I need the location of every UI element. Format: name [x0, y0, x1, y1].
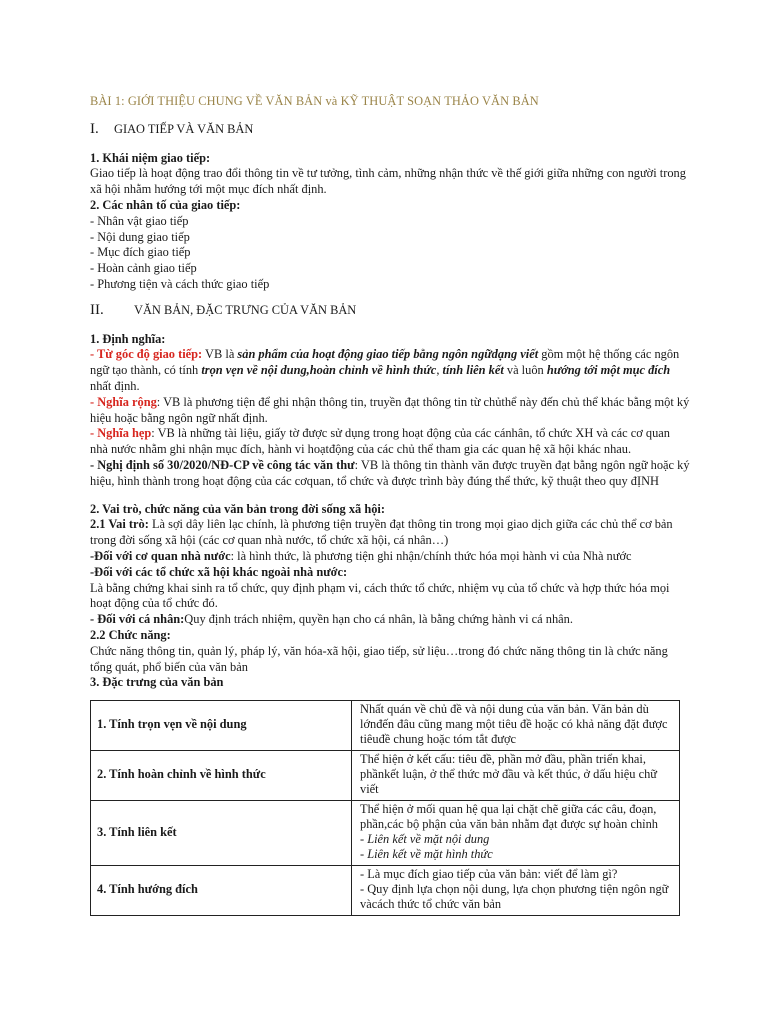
trait-name-cell: 3. Tính liên kết	[91, 801, 352, 866]
paragraph-function: Chức năng thông tin, quản lý, pháp lý, văn hóa-xã hội, giao tiếp, sử liệu…trong đó chức năng thông tin là chức năng tổng quát, phổ biến của văn bản	[90, 643, 668, 674]
subheading: 1. Định nghĩa:	[90, 331, 166, 346]
list-item: - Nhân vật giao tiếp	[90, 213, 189, 228]
trait-italic-line: - Liên kết về mặt hình thức	[360, 847, 493, 862]
paragraph-state: -Đối với cơ quan nhà nước: là hình thức, là phương tiện ghi nhận/chính thức hóa mọi hành vi của Nhà nước	[90, 548, 632, 563]
trait-line: - Quy định lựa chọn nội dung, lựa chọn phương tiện ngôn ngữ vàcách thức tổ chức văn bản	[360, 882, 669, 912]
trait-line: - Là mục đích giao tiếp của văn bản: viết để làm gì?	[360, 867, 618, 882]
table-row	[91, 801, 680, 866]
paragraph-org: Là bằng chứng khai sinh ra tổ chức, quy định phạm vi, cách thức tổ chức, nhiệm vụ của tổ chức và hợp thức hóa mọi hoạt động của tổ chức đó.	[90, 580, 670, 611]
section-numeral: I.	[90, 120, 99, 137]
section-title: GIAO TIẾP VÀ VĂN BẢN	[114, 121, 254, 136]
trait-line: Thể hiện ở kết cấu: tiêu đề, phần mở đầu, phần triển khai, phầnkết luận, ở thể thức mở đầu và kết thúc, ở dấu hiệu chữ viết	[360, 752, 657, 797]
section-heading-2	[90, 303, 690, 319]
section-heading-1	[90, 122, 690, 138]
trait-name-cell: 1. Tính trọn vẹn về nội dung	[91, 701, 352, 751]
trait-description-cell	[352, 751, 680, 801]
table-row	[91, 751, 680, 801]
document-body	[90, 94, 690, 916]
traits-table	[90, 700, 680, 916]
subheading: 2.2 Chức năng:	[90, 627, 171, 642]
trait-italic-line: - Liên kết về mặt nội dung	[360, 832, 490, 847]
subheading: 2. Các nhân tố của giao tiếp:	[90, 197, 241, 212]
subheading: 1. Khái niệm giao tiếp:	[90, 150, 211, 165]
section-title: VĂN BẢN, ĐẶC TRƯNG CỦA VĂN BẢN	[134, 302, 357, 317]
trait-description-cell	[352, 701, 680, 751]
list-item: - Hoàn cảnh giao tiếp	[90, 261, 197, 276]
list-item: - Mục đích giao tiếp	[90, 245, 191, 260]
paragraph-narrow: - Nghĩa hẹp: VB là những tài liệu, giấy tờ được sử dụng trong hoạt động của các cánhân, tổ chức XH và các cơ quan nhà nước nhằm ghi nhận mục đích, hành vi hoạtđộng của các chủ thể tham gia các quan hệ xã hội khác nhau.	[90, 426, 670, 457]
table-row	[91, 701, 680, 751]
section-numeral: II.	[90, 301, 104, 318]
subheading: 3. Đặc trưng của văn bản	[90, 675, 224, 690]
list-item: - Phương tiện và cách thức giao tiếp	[90, 276, 270, 291]
trait-line: Thể hiện ở mối quan hệ qua lại chặt chẽ giữa các câu, đoạn, phần,các bộ phận của văn bản nhằm đạt được sự hoàn chỉnh	[360, 802, 658, 832]
trait-line: Nhất quán về chủ đề và nội dung của văn bản. Văn bản dù lớnđến đâu cũng mang một tiêu đề hoặc có khả năng đặt được tiêuđề chung hoặc tóm tắt được	[360, 702, 668, 747]
paragraph: Giao tiếp là hoạt động trao đổi thông tin về tư tưởng, tình cảm, những nhận thức về thế giới giữa những con người trong xã hội nhằm hướng tới một mục đích nhất định.	[90, 166, 686, 197]
document-title: BÀI 1: GIỚI THIỆU CHUNG VỀ VĂN BẢN và KỸ THUẬT SOẠN THẢO VĂN BẢN	[90, 94, 539, 108]
trait-name-cell: 2. Tính hoàn chỉnh về hình thức	[91, 751, 352, 801]
trait-name-cell: 4. Tính hướng đích	[91, 866, 352, 916]
factors-list	[90, 214, 690, 293]
paragraph-person: - Đối với cá nhân:Quy định trách nhiệm, quyền hạn cho cá nhân, là bằng chứng hành vi cá nhân.	[90, 612, 573, 627]
trait-description-cell	[352, 866, 680, 916]
subheading: -Đối với các tổ chức xã hội khác ngoài nhà nước:	[90, 564, 348, 579]
paragraph-broad: - Nghĩa rộng: VB là phương tiện để ghi nhận thông tin, truyền đạt thông tin từ chủthể này đến chủ thể khác bằng một ký hiệu hoặc bằng ngôn ngữ nhất định.	[90, 394, 690, 425]
list-item: - Nội dung giao tiếp	[90, 229, 190, 244]
paragraph-decree: - Nghị định số 30/2020/NĐ-CP về công tác văn thư: VB là thông tin thành văn được truyền đạt bằng ngôn ngữ hoặc ký hiệu, hình thành trong hoạt động của các cơquan, tổ chức và được trình bày đúng thể thức, kỹ thuật theo quy đỊNH	[90, 457, 690, 488]
table-row	[91, 866, 680, 916]
subheading: 2. Vai trò, chức năng của văn bản trong đời sống xã hội:	[90, 501, 385, 516]
paragraph-communication: - Từ góc độ giao tiếp: VB là sản phẩm của hoạt động giao tiếp bằng ngôn ngữdạng viết gồm một hệ thống các ngôn ngữ tạo thành, có tính trọn vẹn về nội dung,hoàn chỉnh về hình thức, tính liên kết và luôn hướng tới một mục đích nhất định.	[90, 347, 680, 393]
paragraph-role: 2.1 Vai trò: Là sợi dây liên lạc chính, là phương tiện truyền đạt thông tin trong mọi giao dịch giữa các chủ thể cơ bản trong đời sống xã hội (các cơ quan nhà nước, tổ chức xã hội, cá nhân…)	[90, 517, 673, 548]
trait-description-cell	[352, 801, 680, 866]
